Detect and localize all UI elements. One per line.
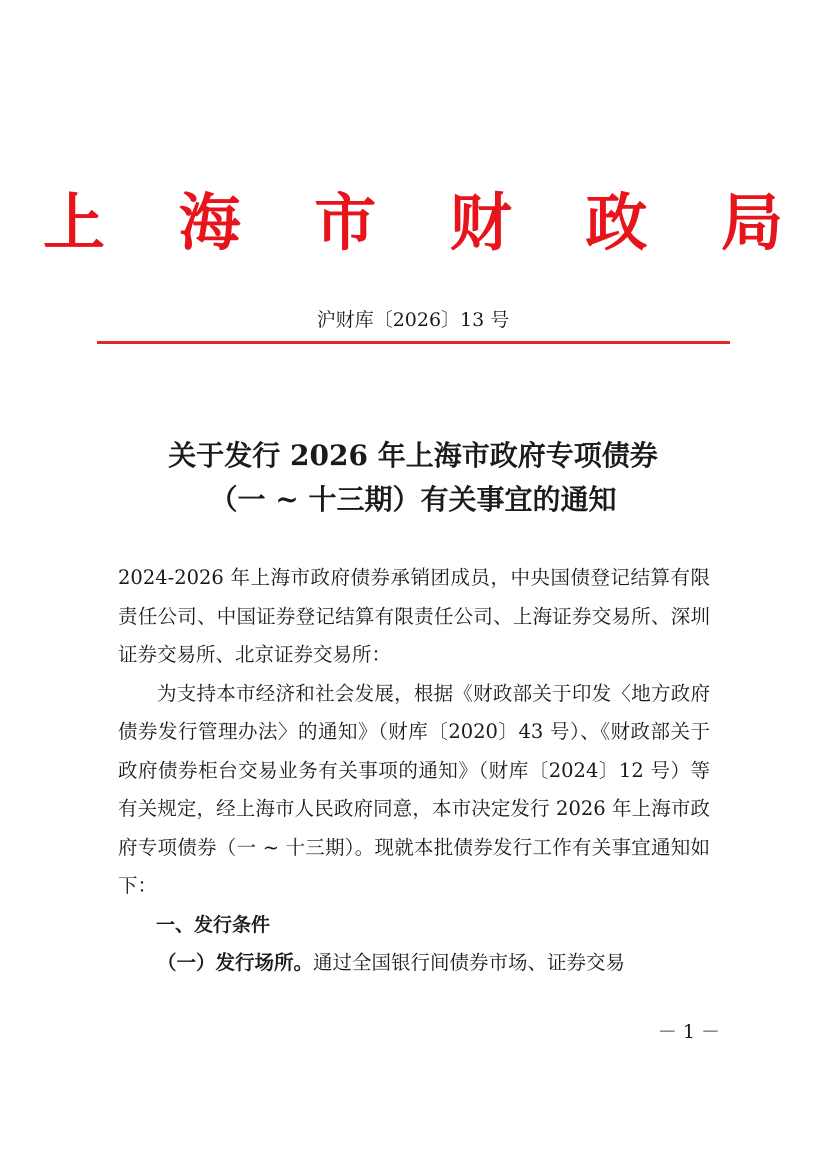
page-number: － 1 － bbox=[657, 1021, 720, 1043]
body-paragraph-1: 为支持本市经济和社会发展，根据《财政部关于印发〈地方政府债券发行管理办法〉的通知》（财库〔2020〕43 号）、《财政部关于政府债券柜台交易业务有关事项的通知》（财库〔2024〕12 号）等有关规定，经上海市人民政府同意，本市决定发行 2026 年上海市政府专项债券（一 ~ 十三期）。现就本批债券发行工作有关事宜通知如下： bbox=[118, 681, 710, 897]
subsection-1-text: 通过全国银行间债券市场、证券交易 bbox=[313, 951, 626, 974]
red-divider-rule bbox=[97, 341, 730, 344]
title-line-2: （一 ~ 十三期）有关事宜的通知 bbox=[209, 483, 617, 516]
issuer-masthead: 上 海 市 财 政 局 bbox=[43, 186, 809, 259]
section-heading-1: 一、发行条件 bbox=[156, 913, 271, 936]
subsection-1-label: （一）发行场所。 bbox=[157, 951, 314, 974]
document-title bbox=[60, 434, 766, 522]
salutation: 2024-2026 年上海市政府债券承销团成员，中央国债登记结算有限责任公司、中国证券登记结算有限责任公司、上海证券交易所、深圳证券交易所、北京证券交易所： bbox=[118, 566, 710, 666]
subsection-1 bbox=[118, 944, 710, 983]
document-body bbox=[118, 559, 710, 983]
document-number: 沪财库〔2026〕13 号 bbox=[316, 309, 510, 331]
title-line-1: 关于发行 2026 年上海市政府专项债券 bbox=[168, 439, 658, 472]
